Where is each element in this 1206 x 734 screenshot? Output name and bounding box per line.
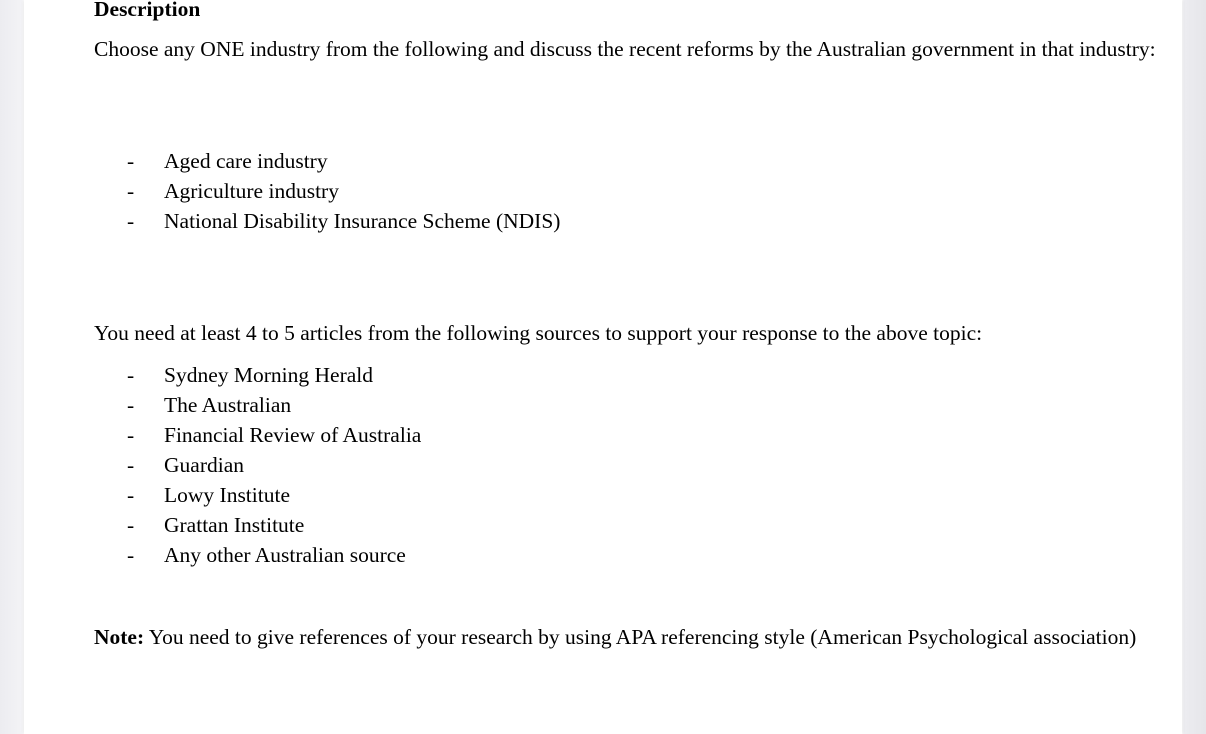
document-page xyxy=(24,0,1182,734)
dash-bullet: - xyxy=(127,483,135,507)
dash-bullet: - xyxy=(127,179,135,203)
list-item: - Grattan Institute xyxy=(24,510,421,540)
section-heading: Description xyxy=(94,0,201,21)
list-item: - Guardian xyxy=(24,450,421,480)
list-item: - Sydney Morning Herald xyxy=(24,360,421,390)
dash-bullet: - xyxy=(127,393,135,417)
list-item: - Agriculture industry xyxy=(24,176,560,206)
sources-paragraph: You need at least 4 to 5 articles from the following sources to support your response to the above topic: xyxy=(94,321,983,345)
list-item: - Any other Australian source xyxy=(24,540,421,570)
dash-bullet: - xyxy=(127,149,135,173)
list-item: - Financial Review of Australia xyxy=(24,420,421,450)
dash-bullet: - xyxy=(127,453,135,477)
list-item: - The Australian xyxy=(24,390,421,420)
list-item: - Aged care industry xyxy=(24,146,560,176)
note-text: You need to give references of your research by using APA referencing style (American Psychological association) xyxy=(144,625,1137,649)
sources-list xyxy=(24,360,421,570)
dash-bullet: - xyxy=(127,513,135,537)
intro-paragraph: Choose any ONE industry from the following and discuss the recent reforms by the Australian government in that industry: xyxy=(94,37,1156,61)
industry-list xyxy=(24,146,560,236)
dash-bullet: - xyxy=(127,209,135,233)
dash-bullet: - xyxy=(127,543,135,567)
list-item: - National Disability Insurance Scheme (NDIS) xyxy=(24,206,560,236)
dash-bullet: - xyxy=(127,363,135,387)
dash-bullet: - xyxy=(127,423,135,447)
note-label: Note: xyxy=(94,625,145,649)
list-item: - Lowy Institute xyxy=(24,480,421,510)
note-paragraph xyxy=(94,622,1154,652)
